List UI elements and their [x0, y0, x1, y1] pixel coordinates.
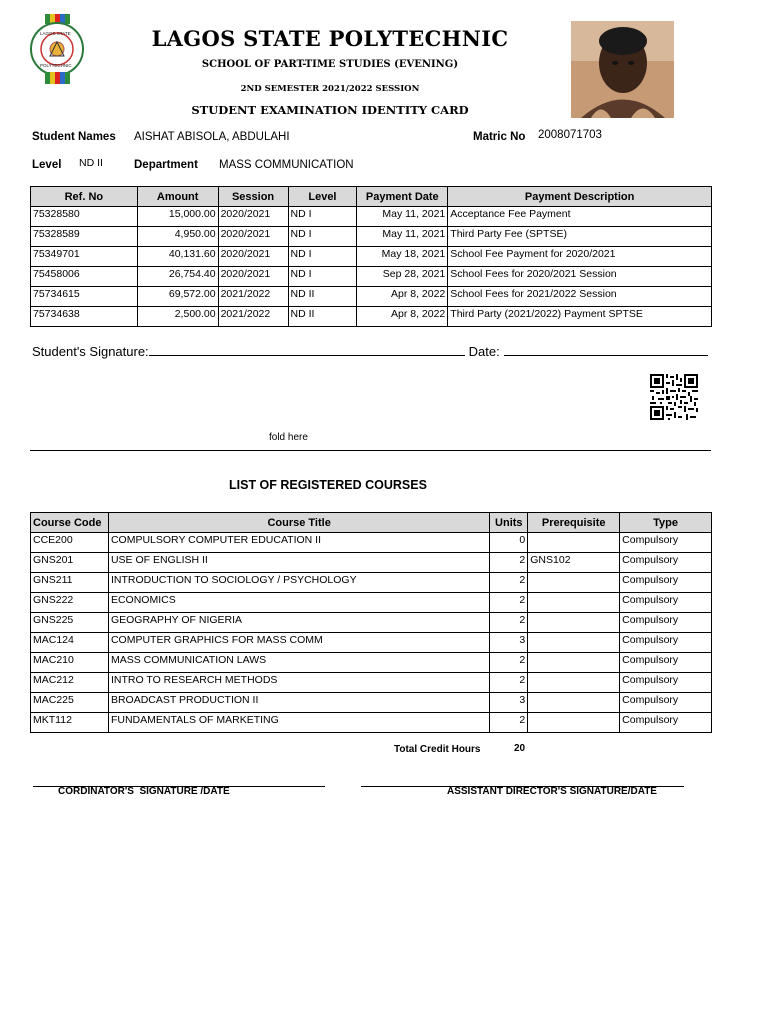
- payment-row: [31, 287, 712, 307]
- card-title: STUDENT EXAMINATION IDENTITY CARD: [191, 103, 469, 117]
- logo-text-top: LAGOS STATE: [40, 31, 71, 36]
- course-type: Compulsory: [620, 633, 712, 653]
- payment-ref: 75328589: [31, 227, 138, 247]
- courses-header-type: Type: [620, 513, 712, 533]
- course-prerequisite: [528, 713, 620, 733]
- payment-row: [31, 247, 712, 267]
- course-title: USE OF ENGLISH II: [108, 553, 489, 573]
- logo-text-bottom: POLYTECHNIC: [40, 63, 72, 68]
- course-type: Compulsory: [620, 533, 712, 553]
- payment-description: School Fees for 2020/2021 Session: [448, 267, 712, 287]
- course-code: GNS211: [31, 573, 109, 593]
- course-title: FUNDAMENTALS OF MARKETING: [108, 713, 489, 733]
- payment-description: Third Party Fee (SPTSE): [448, 227, 712, 247]
- fold-line: [30, 450, 711, 451]
- payment-date: Apr 8, 2022: [357, 287, 448, 307]
- payments-header-description: Payment Description: [448, 187, 712, 207]
- courses-header-code: Course Code: [31, 513, 109, 533]
- course-prerequisite: [528, 653, 620, 673]
- payment-session: 2020/2021: [218, 207, 288, 227]
- course-title: ECONOMICS: [108, 593, 489, 613]
- payment-ref: 75734615: [31, 287, 138, 307]
- course-code: MAC210: [31, 653, 109, 673]
- course-code: GNS222: [31, 593, 109, 613]
- course-title: BROADCAST PRODUCTION II: [108, 693, 489, 713]
- student-names-label: Student Names: [32, 131, 116, 143]
- payment-row: [31, 227, 712, 247]
- course-code: CCE200: [31, 533, 109, 553]
- payments-header-date: Payment Date: [357, 187, 448, 207]
- course-prerequisite: [528, 693, 620, 713]
- course-title: COMPULSORY COMPUTER EDUCATION II: [108, 533, 489, 553]
- total-credit-label: Total Credit Hours: [394, 744, 481, 755]
- courses-header-title: Course Title: [108, 513, 489, 533]
- semester-subtitle: 2ND SEMESTER 2021/2022 SESSION: [240, 84, 420, 94]
- course-row: [31, 573, 712, 593]
- course-type: Compulsory: [620, 653, 712, 673]
- payment-level: ND II: [288, 287, 357, 307]
- school-subtitle: SCHOOL OF PART-TIME STUDIES (EVENING): [201, 59, 459, 70]
- department-label: Department: [134, 159, 198, 171]
- payments-header-level: Level: [288, 187, 357, 207]
- course-title: COMPUTER GRAPHICS FOR MASS COMM: [108, 633, 489, 653]
- course-title: GEOGRAPHY OF NIGERIA: [108, 613, 489, 633]
- course-code: GNS225: [31, 613, 109, 633]
- level-label: Level: [32, 159, 62, 171]
- course-code: GNS201: [31, 553, 109, 573]
- payment-amount: 2,500.00: [137, 307, 218, 327]
- payment-session: 2020/2021: [218, 267, 288, 287]
- qr-code: [650, 374, 698, 420]
- course-row: [31, 553, 712, 573]
- student-photo: [571, 21, 674, 118]
- course-units: 3: [490, 693, 528, 713]
- course-units: 3: [490, 633, 528, 653]
- course-type: Compulsory: [620, 693, 712, 713]
- payment-date: Sep 28, 2021: [357, 267, 448, 287]
- course-title: MASS COMMUNICATION LAWS: [108, 653, 489, 673]
- payment-amount: 40,131.60: [137, 247, 218, 267]
- payments-header-amount: Amount: [137, 187, 218, 207]
- payment-session: 2020/2021: [218, 227, 288, 247]
- student-signature-label: Student's Signature:: [32, 344, 149, 359]
- course-row: [31, 633, 712, 653]
- course-row: [31, 593, 712, 613]
- payment-date: May 18, 2021: [357, 247, 448, 267]
- course-units: 2: [490, 573, 528, 593]
- payment-session: 2021/2022: [218, 287, 288, 307]
- institution-title: LAGOS STATE POLYTECHNIC: [151, 26, 509, 51]
- payment-description: School Fees for 2021/2022 Session: [448, 287, 712, 307]
- payment-session: 2020/2021: [218, 247, 288, 267]
- course-units: 2: [490, 673, 528, 693]
- course-type: Compulsory: [620, 553, 712, 573]
- course-code: MAC212: [31, 673, 109, 693]
- payment-level: ND I: [288, 227, 357, 247]
- course-code: MAC124: [31, 633, 109, 653]
- course-units: 2: [490, 593, 528, 613]
- course-type: Compulsory: [620, 673, 712, 693]
- course-type: Compulsory: [620, 713, 712, 733]
- payment-amount: 15,000.00: [137, 207, 218, 227]
- payment-date: Apr 8, 2022: [357, 307, 448, 327]
- payment-description: School Fee Payment for 2020/2021: [448, 247, 712, 267]
- course-prerequisite: [528, 593, 620, 613]
- course-units: 0: [490, 533, 528, 553]
- payment-level: ND II: [288, 307, 357, 327]
- payments-table: [30, 186, 712, 327]
- student-names-value: AISHAT ABISOLA, ABDULAHI: [134, 131, 290, 143]
- matric-value: 2008071703: [538, 129, 602, 141]
- course-code: MAC225: [31, 693, 109, 713]
- payment-date: May 11, 2021: [357, 227, 448, 247]
- total-credit-value: 20: [514, 743, 526, 754]
- payment-row: [31, 307, 712, 327]
- level-value: ND II: [79, 157, 103, 169]
- course-units: 2: [490, 653, 528, 673]
- payments-header-ref: Ref. No: [31, 187, 138, 207]
- payment-description: Acceptance Fee Payment: [448, 207, 712, 227]
- course-prerequisite: [528, 573, 620, 593]
- course-type: Compulsory: [620, 613, 712, 633]
- course-prerequisite: [528, 533, 620, 553]
- student-signature-line: [32, 344, 708, 359]
- course-title: INTRO TO RESEARCH METHODS: [108, 673, 489, 693]
- coordinator-signature-label: CORDINATOR'S SIGNATURE /DATE: [58, 786, 230, 797]
- course-prerequisite: [528, 613, 620, 633]
- payment-ref: 75349701: [31, 247, 138, 267]
- course-units: 2: [490, 553, 528, 573]
- payment-amount: 69,572.00: [137, 287, 218, 307]
- course-row: [31, 713, 712, 733]
- payment-amount: 26,754.40: [137, 267, 218, 287]
- course-code: MKT112: [31, 713, 109, 733]
- payment-ref: 75734638: [31, 307, 138, 327]
- course-row: [31, 533, 712, 553]
- course-row: [31, 653, 712, 673]
- course-prerequisite: GNS102: [528, 553, 620, 573]
- course-type: Compulsory: [620, 573, 712, 593]
- fold-here-label: fold here: [269, 432, 308, 443]
- payments-header-session: Session: [218, 187, 288, 207]
- payment-ref: 75458006: [31, 267, 138, 287]
- courses-table: [30, 512, 712, 733]
- payment-ref: 75328580: [31, 207, 138, 227]
- payment-session: 2021/2022: [218, 307, 288, 327]
- courses-header-prerequisite: Prerequisite: [528, 513, 620, 533]
- courses-heading: LIST OF REGISTERED COURSES: [229, 478, 427, 492]
- course-title: INTRODUCTION TO SOCIOLOGY / PSYCHOLOGY: [108, 573, 489, 593]
- department-value: MASS COMMUNICATION: [219, 159, 354, 171]
- payment-level: ND I: [288, 207, 357, 227]
- courses-header-units: Units: [490, 513, 528, 533]
- course-type: Compulsory: [620, 593, 712, 613]
- payment-date: May 11, 2021: [357, 207, 448, 227]
- payment-level: ND I: [288, 247, 357, 267]
- payment-amount: 4,950.00: [137, 227, 218, 247]
- course-units: 2: [490, 613, 528, 633]
- payment-level: ND I: [288, 267, 357, 287]
- course-row: [31, 613, 712, 633]
- payment-description: Third Party (2021/2022) Payment SPTSE: [448, 307, 712, 327]
- course-units: 2: [490, 713, 528, 733]
- payment-row: [31, 267, 712, 287]
- course-row: [31, 673, 712, 693]
- assistant-signature-label: ASSISTANT DIRECTOR'S SIGNATURE/DATE: [447, 786, 657, 797]
- matric-label: Matric No: [473, 131, 526, 143]
- date-label: Date:: [468, 344, 500, 359]
- course-prerequisite: [528, 633, 620, 653]
- payment-row: [31, 207, 712, 227]
- course-row: [31, 693, 712, 713]
- course-prerequisite: [528, 673, 620, 693]
